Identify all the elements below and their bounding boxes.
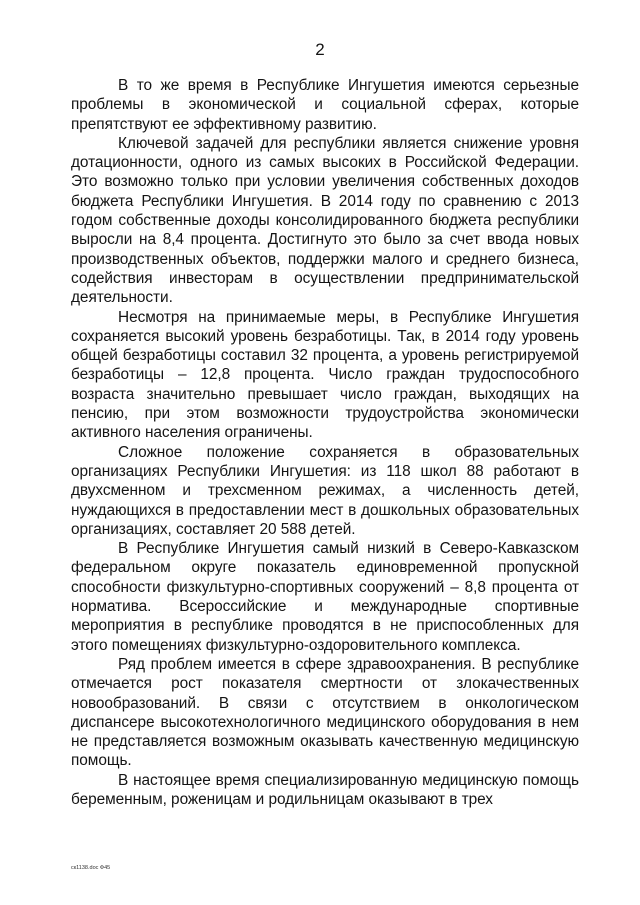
paragraph-maternity: В настоящее время специализированную медицинскую помощь беременным, роженицам и родильницам оказывают в трех [71,771,579,808]
document-body [71,76,579,809]
paragraph-healthcare: Ряд проблем имеется в сфере здравоохранения. В республике отмечается рост показателя смертности от злокачественных новообразований. В связи с отсутствием в онкологическом диспансере высокотехнологичного медицинского оборудования в нем не представляется возможным оказывать качественную медицинскую помощь. [71,655,579,770]
paragraph-budget: Ключевой задачей для республики является снижение уровня дотационности, одного из самых высоких в Российской Федерации. Это возможно только при условии увеличения собственных доходов бюджета Республики Ингушетия. В 2014 году по сравнению с 2013 годом собственные доходы консолидированного бюджета республики выросли на 8,4 процента. Достигнуто это было за счет ввода новых производственных объектов, поддержки малого и среднего бизнеса, содействия инвесторам в осуществлении предпринимательской деятельности. [71,134,579,307]
footer-document-code: ск1138.doc Ф45 [71,865,111,871]
paragraph-sports: В Республике Ингушетия самый низкий в Северо-Кавказском федеральном округе показатель единовременной пропускной способности физкультурно-спортивных сооружений – 8,8 процента от норматива. Всероссийские и международные спортивные мероприятия в республике проводятся в не приспособленных для этого помещениях физкультурно-оздоровительного комплекса. [71,540,579,654]
paragraph-education: Сложное положение сохраняется в образовательных организациях Республики Ингушетия: из 118 школ 88 работают в двухсменном и трехсменном режимах, а численность детей, нуждающихся в предоставлении мест в дошкольных образовательных организациях, составляет 20 588 детей. [71,443,579,538]
page-number: 2 [315,40,325,59]
paragraph-unemployment: Несмотря на принимаемые меры, в Республике Ингушетия сохраняется высокий уровень безработицы. Так, в 2014 году уровень общей безработицы составил 32 процента, а уровень регистрируемой безработицы – 12,8 процента. Число граждан трудоспособного возраста значительно превышает число граждан, выходящих на пенсию, при этом возможности трудоустройства экономически активного населения ограничены. [71,308,579,442]
paragraph-problems-intro: В то же время в Республике Ингушетия имеются серьезные проблемы в экономической и социальной сферах, которые препятствуют ее эффективному развитию. [71,77,579,133]
